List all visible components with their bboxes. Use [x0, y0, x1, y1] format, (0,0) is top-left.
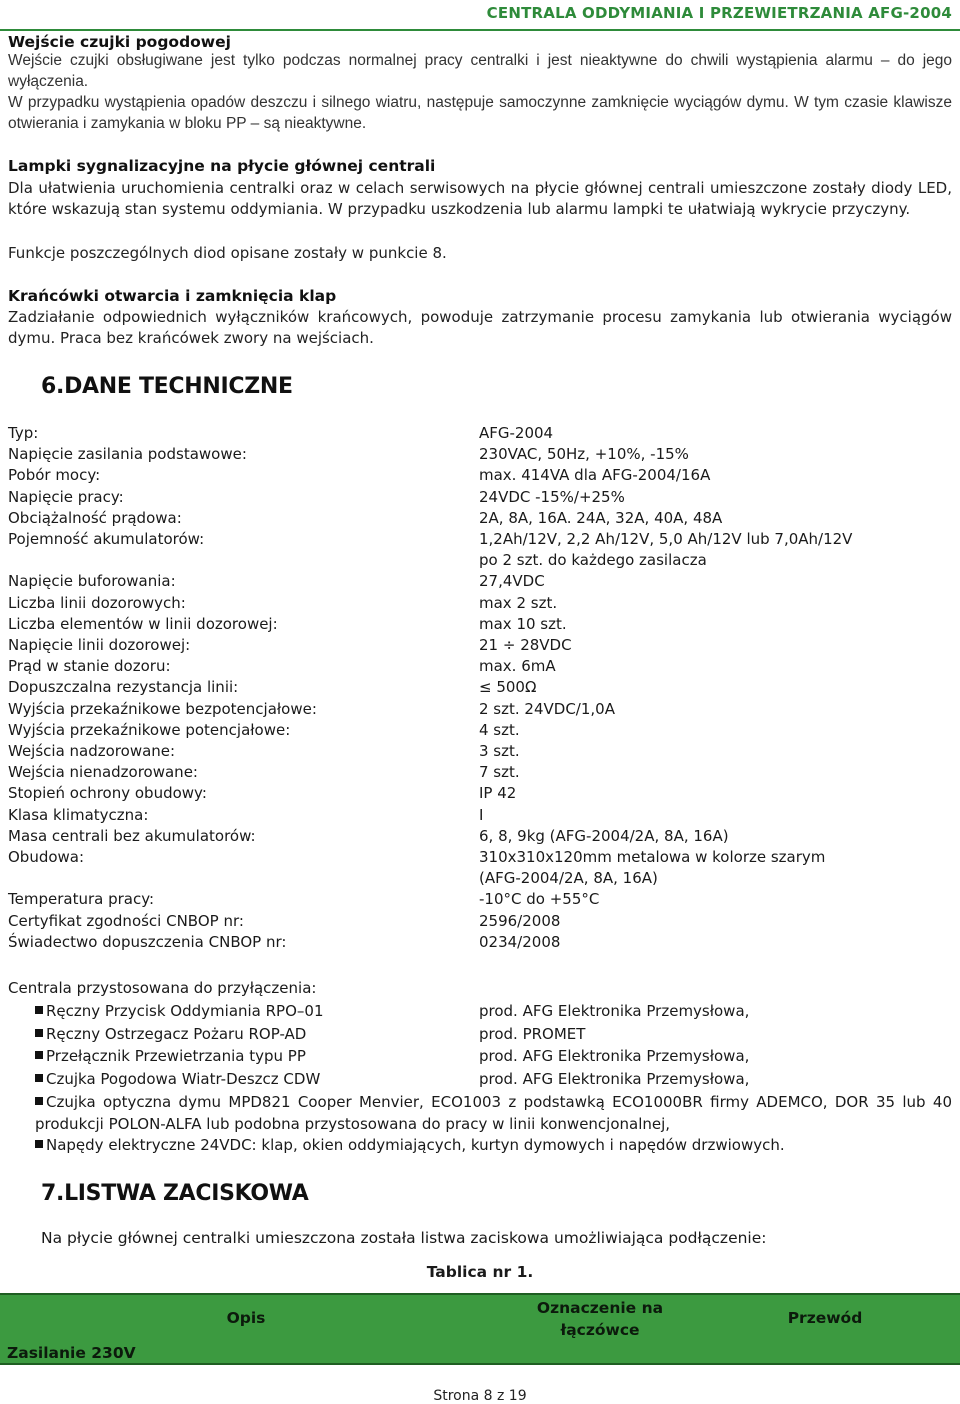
spec-row: [8, 614, 952, 635]
spec-value: 2A, 8A, 16A. 24A, 32A, 40A, 48A: [479, 508, 723, 527]
terminal-table: [0, 1293, 960, 1365]
spec-label: Typ:: [8, 424, 39, 442]
spec-row: [8, 699, 952, 720]
spec-row: [8, 508, 952, 529]
spec-value: 0234/2008: [479, 932, 561, 951]
spec-value: 3 szt.: [479, 742, 520, 760]
spec-row: [8, 593, 952, 614]
spec-value: 24VDC -15%/+25%: [479, 487, 625, 506]
spec-value: 1,2Ah/12V, 2,2 Ah/12V, 5,0 Ah/12V lub 7,0Ah/12V: [479, 530, 853, 548]
spec-row: [8, 465, 952, 486]
spec-label: Wejścia nadzorowane:: [8, 742, 176, 760]
spec-label: Wyjścia przekaźnikowe bezpotencjałowe:: [8, 699, 317, 718]
page-number: Strona 8 z 19: [433, 1388, 527, 1404]
paragraph-weather-2: W przypadku wystąpienia opadów deszczu i silnego wiatru, następuje samoczynne zamknięcie wyciągów dymu. W tym czasie klawisze otwierania i zamykania w bloku PP – są nieaktywne.: [8, 94, 952, 133]
spec-value: 4 szt.: [479, 720, 520, 739]
spec-value: 310x310x120mm metalowa w kolorze szarym: [479, 848, 826, 866]
spec-value: AFG-2004: [479, 424, 554, 442]
document-header-title: CENTRALA ODDYMIANIA I PRZEWIETRZANIA AFG-2004: [486, 4, 952, 22]
spec-row: [8, 635, 952, 656]
spec-label: Dopuszczalna rezystancja linii:: [8, 678, 239, 697]
device-maker: prod. AFG Elektronika Przemysłowa,: [479, 1070, 750, 1089]
bullet-icon: [35, 1097, 43, 1105]
spec-label: Świadectwo dopuszczenia CNBOP nr:: [8, 932, 287, 951]
spec-value: I: [479, 805, 484, 824]
table-top-border: [0, 1293, 960, 1295]
section-title-limit-switches: Krańcówki otwarcia i zamknięcia klap: [8, 287, 337, 305]
paragraph-limit-switches: Zadziałanie odpowiednich wyłączników krańcowych, powoduje zatrzymanie procesu zamykania lub otwierania wyciągów dymu. Praca bez krańcówek zwory na wejściach.: [8, 308, 952, 348]
bullet-icon: [35, 1140, 43, 1148]
table-caption: Tablica nr 1.: [426, 1263, 534, 1281]
heading-terminal-strip: 7.LISTWA ZACISKOWA: [41, 1181, 309, 1206]
spec-row: [8, 911, 952, 932]
table-header-opis: Opis: [226, 1309, 266, 1327]
section-title-weather-input: Wejście czujki pogodowej: [8, 33, 231, 51]
spec-value: (AFG-2004/2A, 8A, 16A): [479, 869, 658, 888]
device-maker: prod. AFG Elektronika Przemysłowa,: [479, 1047, 750, 1066]
list-item-device: [35, 1000, 952, 1022]
spec-label: Wyjścia przekaźnikowe potencjałowe:: [8, 720, 291, 739]
device-name: Ręczny Przycisk Oddymiania RPO–01: [46, 1002, 324, 1020]
spec-row: [8, 889, 952, 910]
spec-label: Masa centrali bez akumulatorów:: [8, 826, 256, 845]
spec-label: Certyfikat zgodności CNBOP nr:: [8, 911, 244, 930]
spec-label: Temperatura pracy:: [8, 890, 155, 909]
bullet-icon: [35, 1051, 43, 1059]
spec-label: Napięcie linii dozorowej:: [8, 636, 191, 654]
spec-row: [8, 762, 952, 783]
spec-row: [8, 487, 952, 508]
list-item-text: Czujka optyczna dymu MPD821 Cooper Menvier, ECO1003 z podstawką ECO1000BR firmy ADEMCO, DOR 35 lub 40 produkcji POLON-ALFA lub podobna przystosowana do pracy w linii konwencjonalnej,: [35, 1093, 952, 1133]
spec-value: max 10 szt.: [479, 614, 567, 633]
table-header-przewod: Przewód: [787, 1309, 863, 1327]
spec-value: 2596/2008: [479, 911, 561, 930]
spec-row: [8, 847, 952, 868]
spec-label: Prąd w stanie dozoru:: [8, 657, 171, 676]
device-maker: prod. PROMET: [479, 1024, 586, 1043]
spec-value: max 2 szt.: [479, 593, 558, 612]
spec-value: 230VAC, 50Hz, +10%, -15%: [479, 445, 689, 464]
spec-value: 7 szt.: [479, 763, 520, 782]
table-header-oznaczenie: Oznaczenie na łączówce: [536, 1299, 664, 1339]
spec-row: [8, 529, 952, 550]
spec-value: -10°C do +55°C: [479, 890, 600, 909]
adapted-devices-intro: Centrala przystosowana do przyłączenia:: [8, 979, 317, 997]
spec-row: [8, 423, 952, 444]
spec-label: Napięcie pracy:: [8, 487, 124, 506]
spec-value: po 2 szt. do każdego zasilacza: [479, 551, 707, 570]
list-item-smoke-detector: [35, 1091, 952, 1135]
header-rule: [0, 29, 960, 31]
spec-label: Pojemność akumulatorów:: [8, 530, 205, 548]
paragraph-weather-1: Wejście czujki obsługiwane jest tylko podczas normalnej pracy centralki i jest nieaktywne do chwili wystąpienia alarmu – do jego wyłączenia.: [8, 52, 952, 91]
spec-value: ≤ 500Ω: [479, 678, 537, 697]
spec-value: 21 ÷ 28VDC: [479, 636, 572, 654]
spec-value: IP 42: [479, 784, 517, 803]
paragraph-lamps-2: Funkcje poszczególnych diod opisane zostały w punkcie 8.: [8, 244, 447, 262]
bullet-icon: [35, 1006, 43, 1014]
spec-label: Wejścia nienadzorowane:: [8, 763, 198, 782]
spec-label: Obciążalność prądowa:: [8, 508, 182, 527]
list-item-text: Napędy elektryczne 24VDC: klap, okien oddymiających, kurtyn dymowych i napędów drzwiowych.: [46, 1136, 785, 1154]
device-maker: prod. AFG Elektronika Przemysłowa,: [479, 1002, 750, 1020]
spec-value: max. 414VA dla AFG-2004/16A: [479, 466, 711, 485]
bullet-icon: [35, 1074, 43, 1082]
spec-row: [8, 677, 952, 698]
spec-label: Pobór mocy:: [8, 466, 101, 485]
spec-value: 27,4VDC: [479, 572, 545, 591]
table-row-label-power: Zasilanie 230V: [7, 1344, 136, 1362]
spec-row: [8, 932, 952, 953]
list-item-actuators: [35, 1134, 952, 1156]
spec-label: Klasa klimatyczna:: [8, 805, 149, 824]
spec-value: 2 szt. 24VDC/1,0A: [479, 699, 615, 718]
spec-row: [8, 720, 952, 741]
spec-label: Liczba elementów w linii dozorowej:: [8, 614, 278, 633]
heading-technical-data: 6.DANE TECHNICZNE: [41, 374, 293, 399]
spec-row: [8, 571, 952, 592]
spec-label: Napięcie zasilania podstawowe:: [8, 445, 247, 464]
spec-row: [8, 783, 952, 804]
device-name: Przełącznik Przewietrzania typu PP: [46, 1047, 306, 1066]
device-name: Czujka Pogodowa Wiatr-Deszcz CDW: [46, 1070, 321, 1089]
spec-row: [8, 444, 952, 465]
terminal-strip-intro: Na płycie głównej centralki umieszczona została listwa zaciskowa umożliwiająca podłączenie:: [41, 1229, 767, 1247]
spec-row: [8, 805, 952, 826]
list-item-device: [35, 1045, 952, 1067]
paragraph-lamps-1: Dla ułatwienia uruchomienia centralki oraz w celach serwisowych na płycie głównej centrali umieszczone zostały diody LED, które wskazują stan systemu oddymiania. W przypadku uszkodzenia lub alarmu lampki te ułatwiają wykrycie przyczyny.: [8, 179, 952, 219]
spec-row: [8, 826, 952, 847]
section-title-lamps: Lampki sygnalizacyjne na płycie głównej centrali: [8, 157, 436, 175]
spec-label: Obudowa:: [8, 848, 85, 866]
spec-row: [8, 741, 952, 762]
device-name: Ręczny Ostrzegacz Pożaru ROP-AD: [46, 1024, 307, 1043]
bullet-icon: [35, 1029, 43, 1037]
spec-row: [8, 868, 952, 889]
spec-label: Napięcie buforowania:: [8, 572, 176, 591]
spec-label: Stopień ochrony obudowy:: [8, 784, 207, 803]
list-item-device: [35, 1068, 952, 1090]
spec-value: 6, 8, 9kg (AFG-2004/2A, 8A, 16A): [479, 826, 729, 845]
spec-label: Liczba linii dozorowych:: [8, 593, 186, 612]
spec-row: [8, 550, 952, 571]
spec-row: [8, 656, 952, 677]
list-item-device: [35, 1023, 952, 1045]
table-bottom-border: [0, 1363, 960, 1365]
spec-value: max. 6mA: [479, 657, 556, 676]
